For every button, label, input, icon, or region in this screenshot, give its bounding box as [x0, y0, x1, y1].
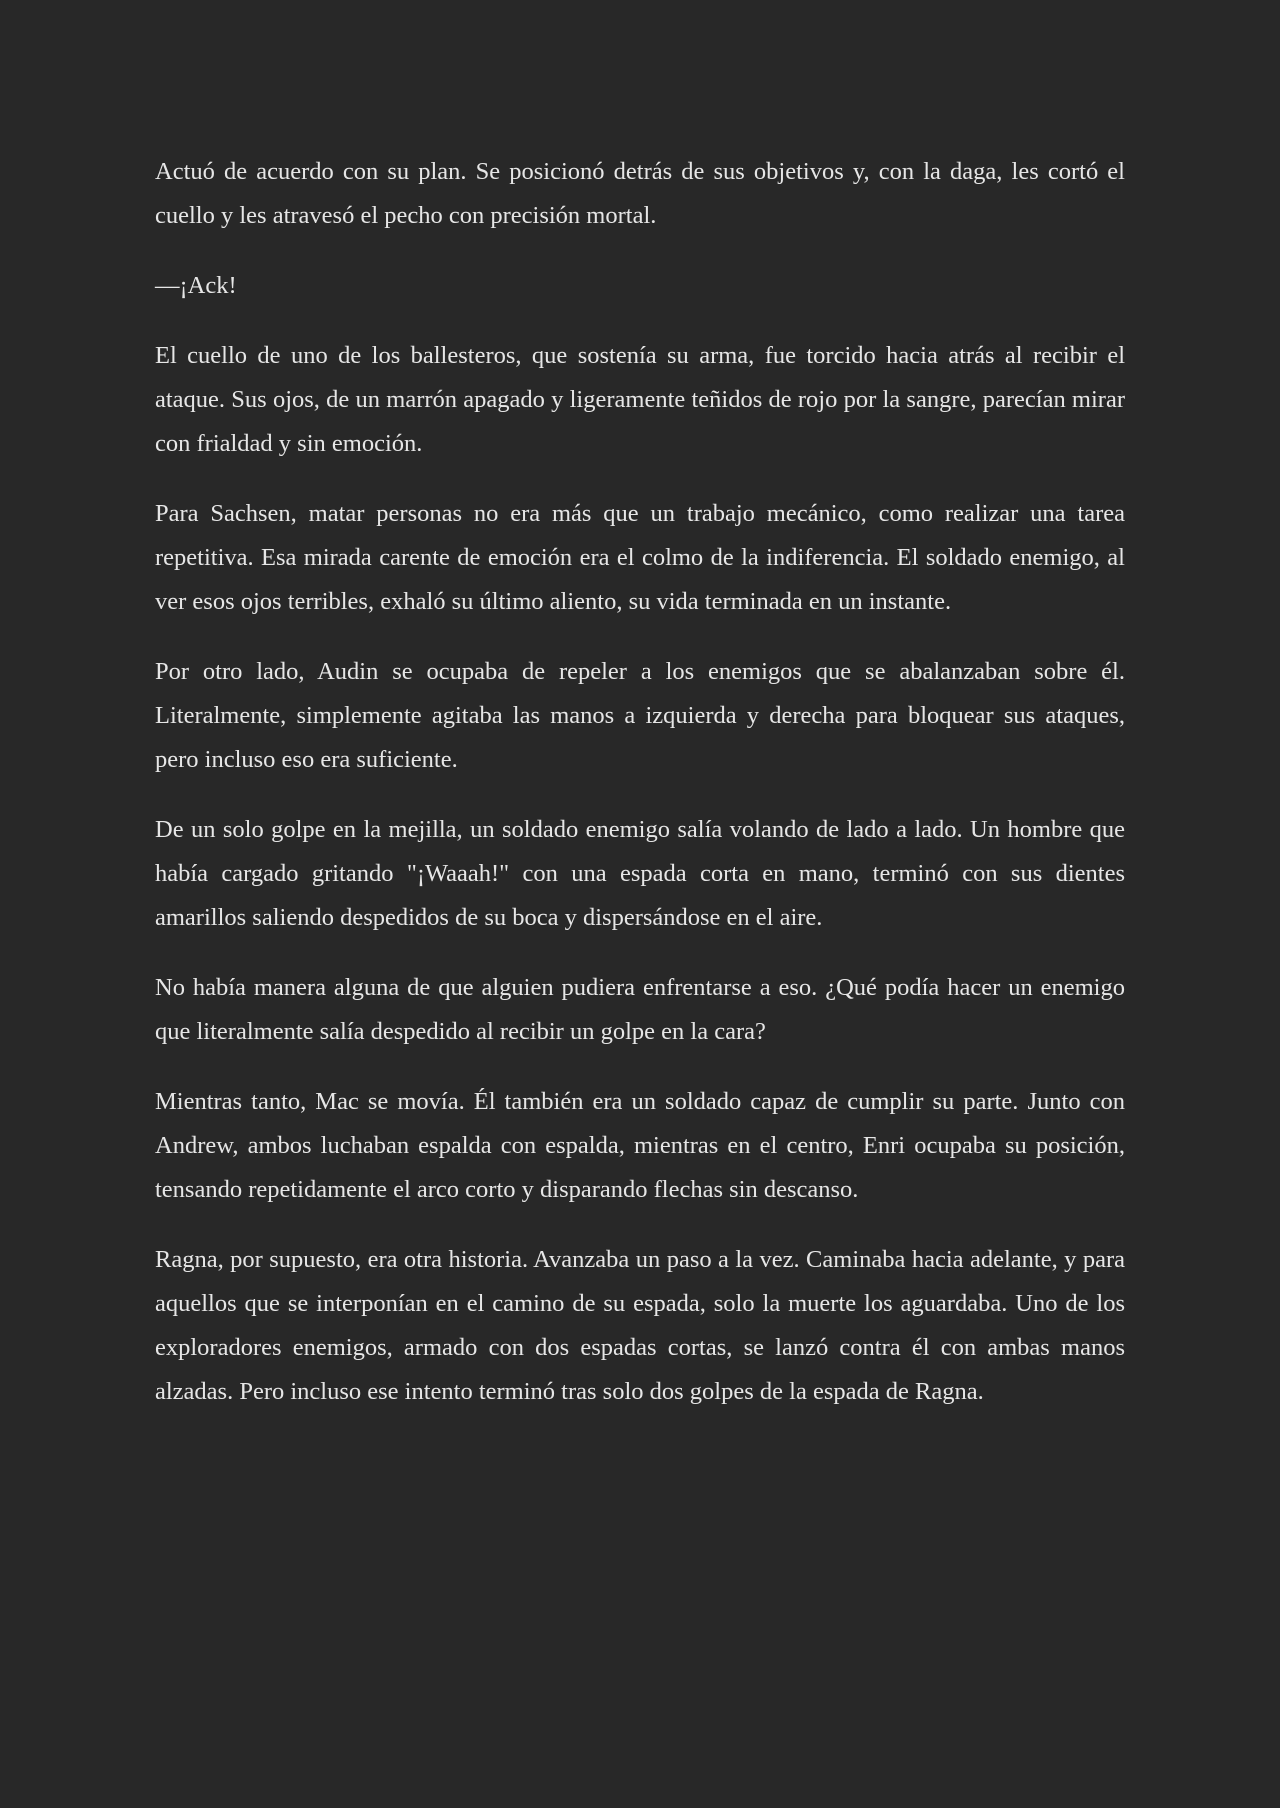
paragraph: Actuó de acuerdo con su plan. Se posicionó detrás de sus objetivos y, con la daga, les cortó el cuello y les atravesó el pecho con precisión mortal.	[155, 158, 1125, 229]
paragraph: El cuello de uno de los ballesteros, que sostenía su arma, fue torcido hacia atrás al recibir el ataque. Sus ojos, de un marrón apagado y ligeramente teñidos de rojo por la sangre, parecían mirar con frialdad y sin emoción.	[155, 342, 1125, 457]
paragraph: Ragna, por supuesto, era otra historia. Avanzaba un paso a la vez. Caminaba hacia adelante, y para aquellos que se interponían en el camino de su espada, solo la muerte los aguardaba. Uno de los exploradores enemigos, armado con dos espadas cortas, se lanzó contra él con ambas manos alzadas. Pero incluso ese intento terminó tras solo dos golpes de la espada de Ragna.	[155, 1246, 1125, 1405]
paragraph: Por otro lado, Audin se ocupaba de repeler a los enemigos que se abalanzaban sobre él. Literalmente, simplemente agitaba las manos a izquierda y derecha para bloquear sus ataques, pero incluso eso era suficiente.	[155, 658, 1125, 773]
paragraph: Para Sachsen, matar personas no era más que un trabajo mecánico, como realizar una tarea repetitiva. Esa mirada carente de emoción era el colmo de la indiferencia. El soldado enemigo, al ver esos ojos terribles, exhaló su último aliento, su vida terminada en un instante.	[155, 500, 1125, 615]
paragraph: De un solo golpe en la mejilla, un soldado enemigo salía volando de lado a lado. Un hombre que había cargado gritando "¡Waaah!" con una espada corta en mano, terminó con sus dientes amarillos saliendo despedidos de su boca y dispersándose en el aire.	[155, 816, 1125, 931]
paragraph: —¡Ack!	[155, 272, 237, 299]
paragraph: No había manera alguna de que alguien pudiera enfrentarse a eso. ¿Qué podía hacer un enemigo que literalmente salía despedido al recibir un golpe en la cara?	[155, 974, 1125, 1045]
paragraph: Mientras tanto, Mac se movía. Él también era un soldado capaz de cumplir su parte. Junto con Andrew, ambos luchaban espalda con espalda, mientras en el centro, Enri ocupaba su posición, tensando repetidamente el arco corto y disparando flechas sin descanso.	[155, 1088, 1125, 1203]
